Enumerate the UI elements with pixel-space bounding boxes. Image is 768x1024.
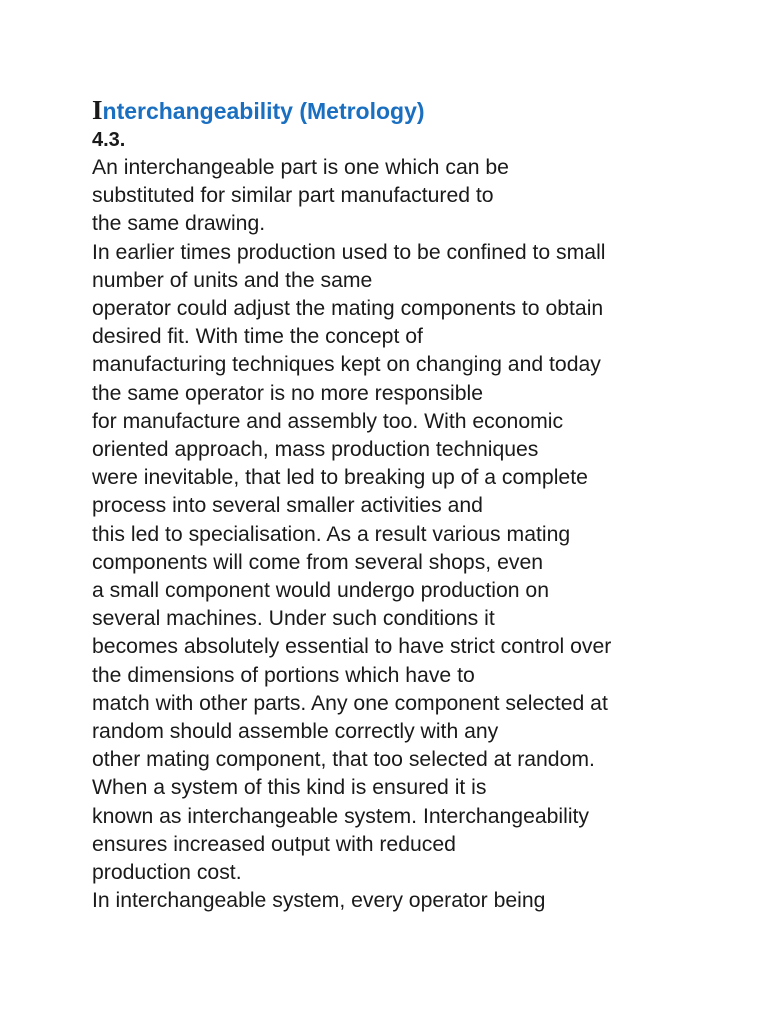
document-title	[92, 95, 752, 126]
body-line: substituted for similar part manufactured to	[92, 184, 494, 208]
body-line: the dimensions of portions which have to	[92, 663, 475, 687]
body-line: random should assemble correctly with any	[92, 720, 499, 744]
body-line: process into several smaller activities and	[92, 494, 483, 518]
body-line: for manufacture and assembly too. With economic	[92, 409, 564, 433]
title-initial: I	[92, 95, 103, 125]
body-line: When a system of this kind is ensured it is	[92, 776, 487, 800]
body-line: production cost.	[92, 861, 242, 885]
body-line: components will come from several shops, even	[92, 550, 544, 574]
body-line: desired fit. With time the concept of	[92, 325, 423, 349]
body-line: the same operator is no more responsible	[92, 381, 483, 405]
body-line: this led to specialisation. As a result various mating	[92, 522, 571, 546]
document-page	[92, 95, 752, 915]
section-number: 4.3.	[92, 129, 126, 151]
body-line: An interchangeable part is one which can be	[92, 156, 509, 179]
body-line: were inevitable, that led to breaking up of a complete	[92, 466, 588, 490]
body-line: In earlier times production used to be confined to small	[92, 240, 606, 264]
body-line: known as interchangeable system. Interchangeability	[92, 804, 590, 828]
body-line: oriented approach, mass production techniques	[92, 438, 539, 462]
body-line: the same drawing.	[92, 212, 266, 236]
body-text	[92, 154, 752, 915]
body-line: becomes absolutely essential to have strict control over	[92, 635, 612, 659]
title-text: nterchangeability (Metrology)	[102, 98, 425, 124]
body-line: number of units and the same	[92, 268, 373, 292]
body-line: several machines. Under such conditions it	[92, 607, 495, 631]
body-line: other mating component, that too selected at random.	[92, 748, 595, 772]
body-line: manufacturing techniques kept on changing and today	[92, 353, 601, 377]
body-line: In interchangeable system, every operator being	[92, 889, 546, 913]
body-line: ensures increased output with reduced	[92, 832, 456, 856]
body-line: a small component would undergo production on	[92, 579, 550, 603]
body-line: operator could adjust the mating components to obtain	[92, 297, 604, 321]
body-line: match with other parts. Any one component selected at	[92, 691, 608, 715]
